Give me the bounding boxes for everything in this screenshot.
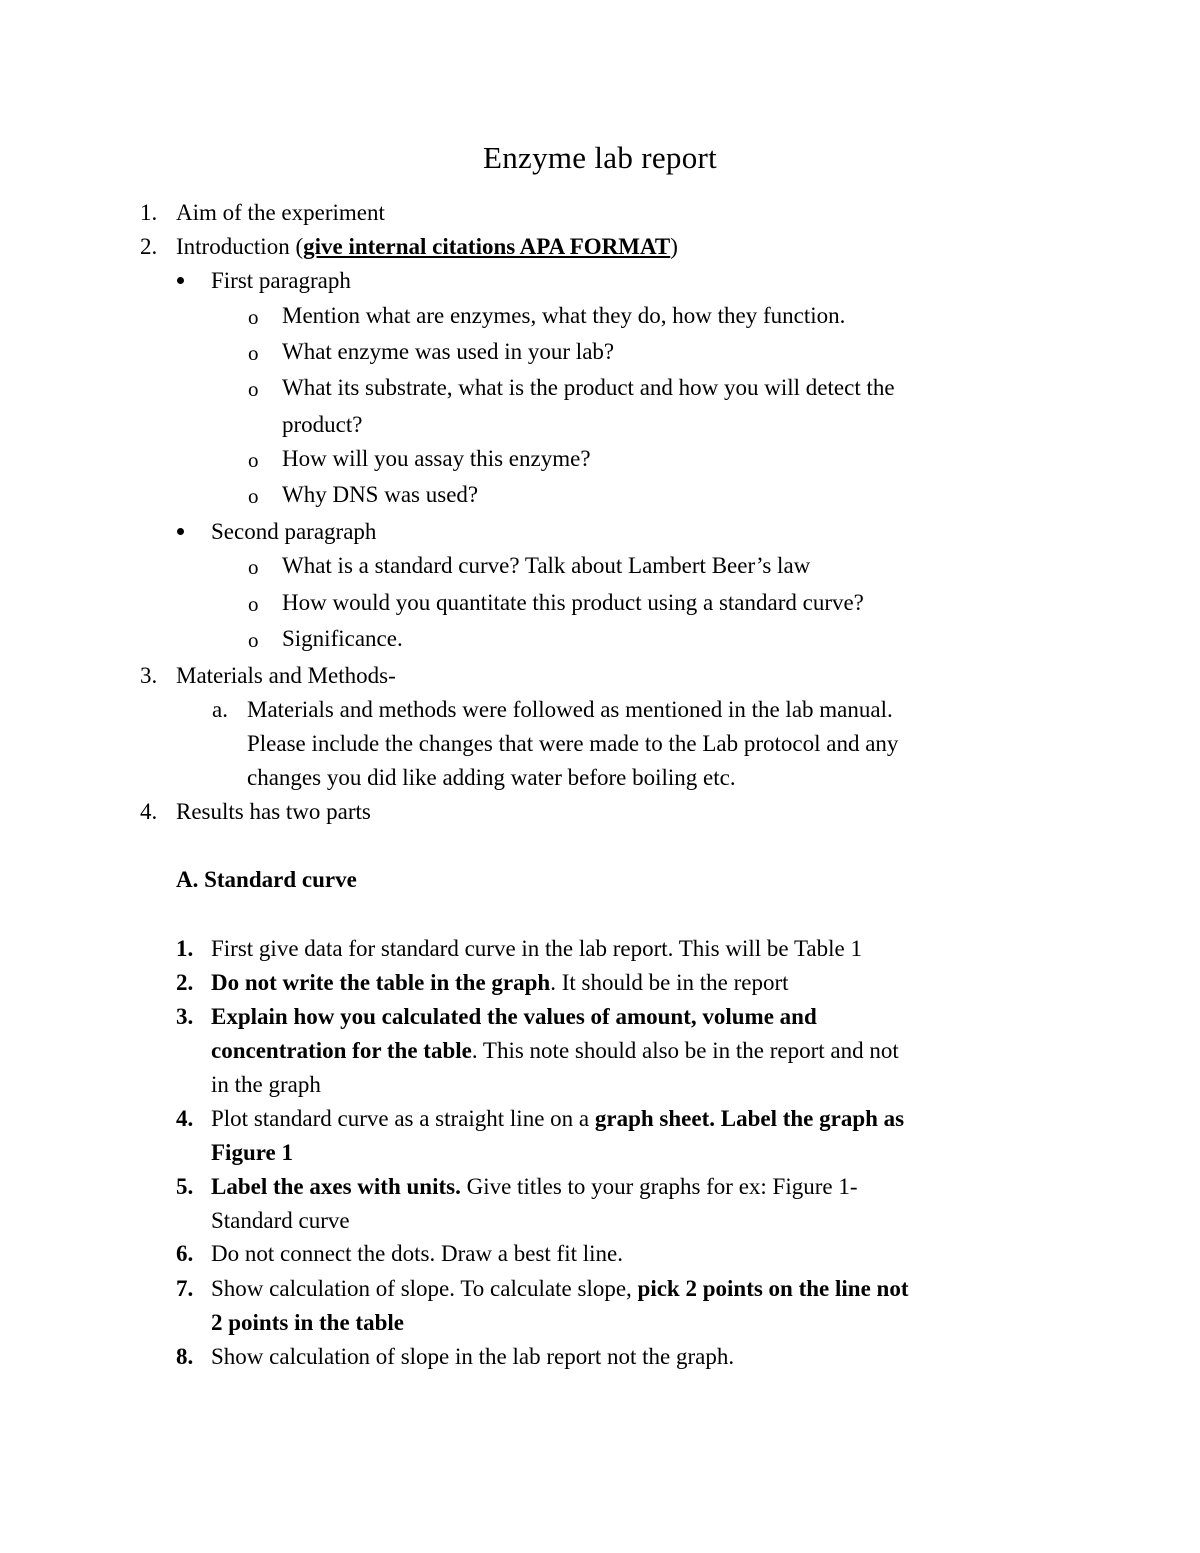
step-item: Label the axes with units. Give titles to your graphs for ex: Figure 1- [211,1174,858,1199]
bullet-icon [177,528,184,535]
sub-list-item: What its substrate, what is the product and how you will detect the [282,375,895,400]
step-item: Show calculation of slope. To calculate slope, pick 2 points on the line not [211,1276,909,1301]
step-item: Plot standard curve as a straight line on a graph sheet. Label the graph as [211,1106,905,1131]
list-number: 3. [140,663,158,688]
step-item: Show calculation of slope in the lab report not the graph. [211,1344,735,1369]
step-number: 3. [176,1004,194,1029]
second-paragraph-item: Second paragraph [211,519,377,544]
list-number: 2. [140,234,158,259]
sub-bullet-icon: o [248,341,259,365]
sub-list-item: How would you quantitate this product using a standard curve? [282,590,864,615]
materials-line: Materials and methods were followed as mentioned in the lab manual. [247,697,893,722]
step-item-continuation: Figure 1 [211,1140,293,1165]
introduction-item: Introduction (give internal citations APA FORMAT) [176,234,678,259]
sub-bullet-icon: o [248,377,259,401]
list-number: 4. [140,799,158,824]
sub-list-item: What enzyme was used in your lab? [282,339,615,364]
sub-list-item: Why DNS was used? [282,482,479,507]
results-item: Results has two parts [176,799,371,824]
sub-bullet-icon: o [248,592,259,616]
sub-bullet-icon: o [248,484,259,508]
step-number: 4. [176,1106,194,1131]
sub-list-item-continuation: product? [282,412,363,437]
step-item-continuation: concentration for the table. This note should also be in the report and not [211,1038,899,1063]
page-title: Enzyme lab report [482,140,718,175]
sub-list-item: How will you assay this enzyme? [282,446,591,471]
list-number: 1. [140,200,158,225]
section-heading: A. Standard curve [176,867,357,892]
step-item-continuation: Standard curve [211,1208,350,1233]
aim-item: Aim of the experiment [176,200,385,225]
materials-item: Materials and Methods- [176,663,396,688]
step-item: Explain how you calculated the values of amount, volume and [211,1004,817,1029]
materials-line: Please include the changes that were made to the Lab protocol and any [247,731,899,756]
step-item: Do not connect the dots. Draw a best fit line. [211,1241,623,1266]
sub-list-item: What is a standard curve? Talk about Lambert Beer’s law [282,553,811,578]
step-number: 2. [176,970,194,995]
sub-list-item: Mention what are enzymes, what they do, how they function. [282,303,846,328]
step-number: 8. [176,1344,194,1369]
citation-note: give internal citations APA FORMAT [303,234,671,259]
sub-bullet-icon: o [248,448,259,472]
sub-list-item: Significance. [282,626,403,651]
step-number: 5. [176,1174,194,1199]
step-item-continuation: in the graph [211,1072,321,1097]
sub-bullet-icon: o [248,628,259,652]
step-item: First give data for standard curve in the lab report. This will be Table 1 [211,936,862,961]
list-letter: a. [212,697,228,722]
first-paragraph-item: First paragraph [211,268,351,293]
step-number: 6. [176,1241,194,1266]
step-item: Do not write the table in the graph. It should be in the report [211,970,789,995]
step-number: 7. [176,1276,194,1301]
bullet-icon [177,277,184,284]
step-number: 1. [176,936,194,961]
step-item-continuation: 2 points in the table [211,1310,404,1335]
sub-bullet-icon: o [248,305,259,329]
sub-bullet-icon: o [248,555,259,579]
materials-line: changes you did like adding water before boiling etc. [247,765,736,790]
